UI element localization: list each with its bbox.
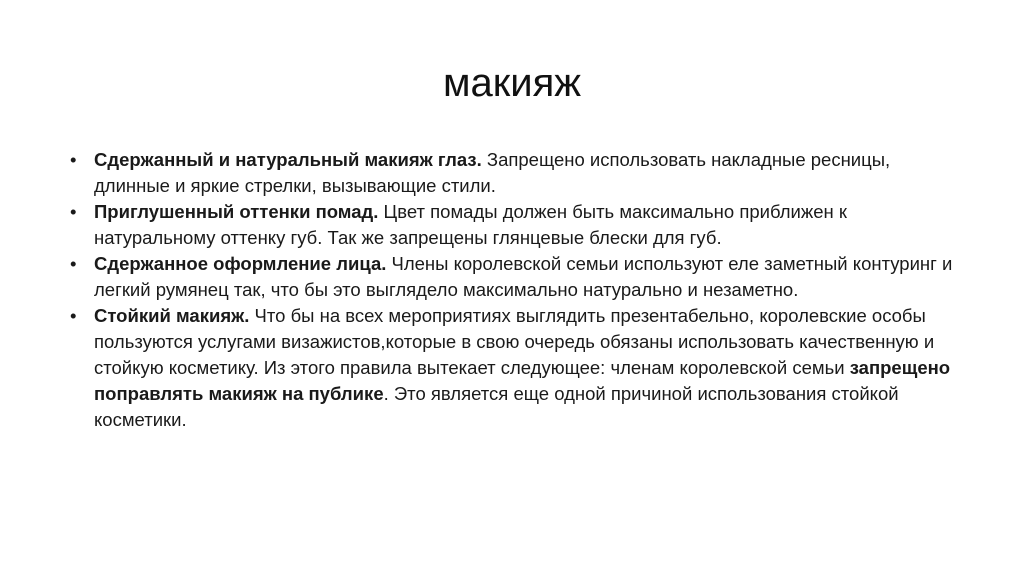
slide-title: макияж bbox=[442, 61, 581, 105]
bullet-item-eyes bbox=[70, 147, 970, 199]
bullet-item-lasting bbox=[70, 303, 970, 433]
bullet-text: Что бы на всех мероприятиях выглядить презентабельно, королевские особы пользуются услугами визажистов,которые в свою очередь обязаны использовать качественную и стойкую косметику. Из этого правила вытекает следующее: членам королевской семьи bbox=[94, 305, 935, 378]
bullet-text: Запрещено использовать накладные ресницы, длинные и яркие стрелки, вызывающие стили. bbox=[94, 149, 891, 196]
bullet-text: Цвет помады должен быть максимально приближен к натуральному оттенку губ. Так же запрещены глянцевые блески для губ. bbox=[94, 201, 847, 248]
bullet-heading: Приглушенный оттенки помад. bbox=[94, 201, 379, 222]
bullet-dot-icon: • bbox=[70, 253, 77, 274]
bullet-heading: Стойкий макияж. bbox=[94, 305, 250, 326]
bullet-dot-icon: • bbox=[70, 149, 77, 170]
bullet-dot-icon: • bbox=[70, 201, 77, 222]
bullet-list bbox=[70, 147, 970, 433]
bullet-item-lipstick bbox=[70, 199, 970, 251]
bullet-text-end: . Это является еще одной причиной использования стойкой косметики. bbox=[94, 383, 899, 430]
bullet-emphasis: запрещено поправлять макияж на публике bbox=[94, 357, 951, 404]
bullet-heading: Сдержанное оформление лица. bbox=[94, 253, 387, 274]
bullet-dot-icon: • bbox=[70, 305, 77, 326]
bullet-text: Члены королевской семьи используют еле заметный контуринг и легкий румянец так, что бы это выглядело максимально натурально и незаметно. bbox=[94, 253, 953, 300]
bullet-item-face bbox=[70, 251, 970, 303]
bullet-heading: Сдержанный и натуральный макияж глаз. bbox=[94, 149, 482, 170]
